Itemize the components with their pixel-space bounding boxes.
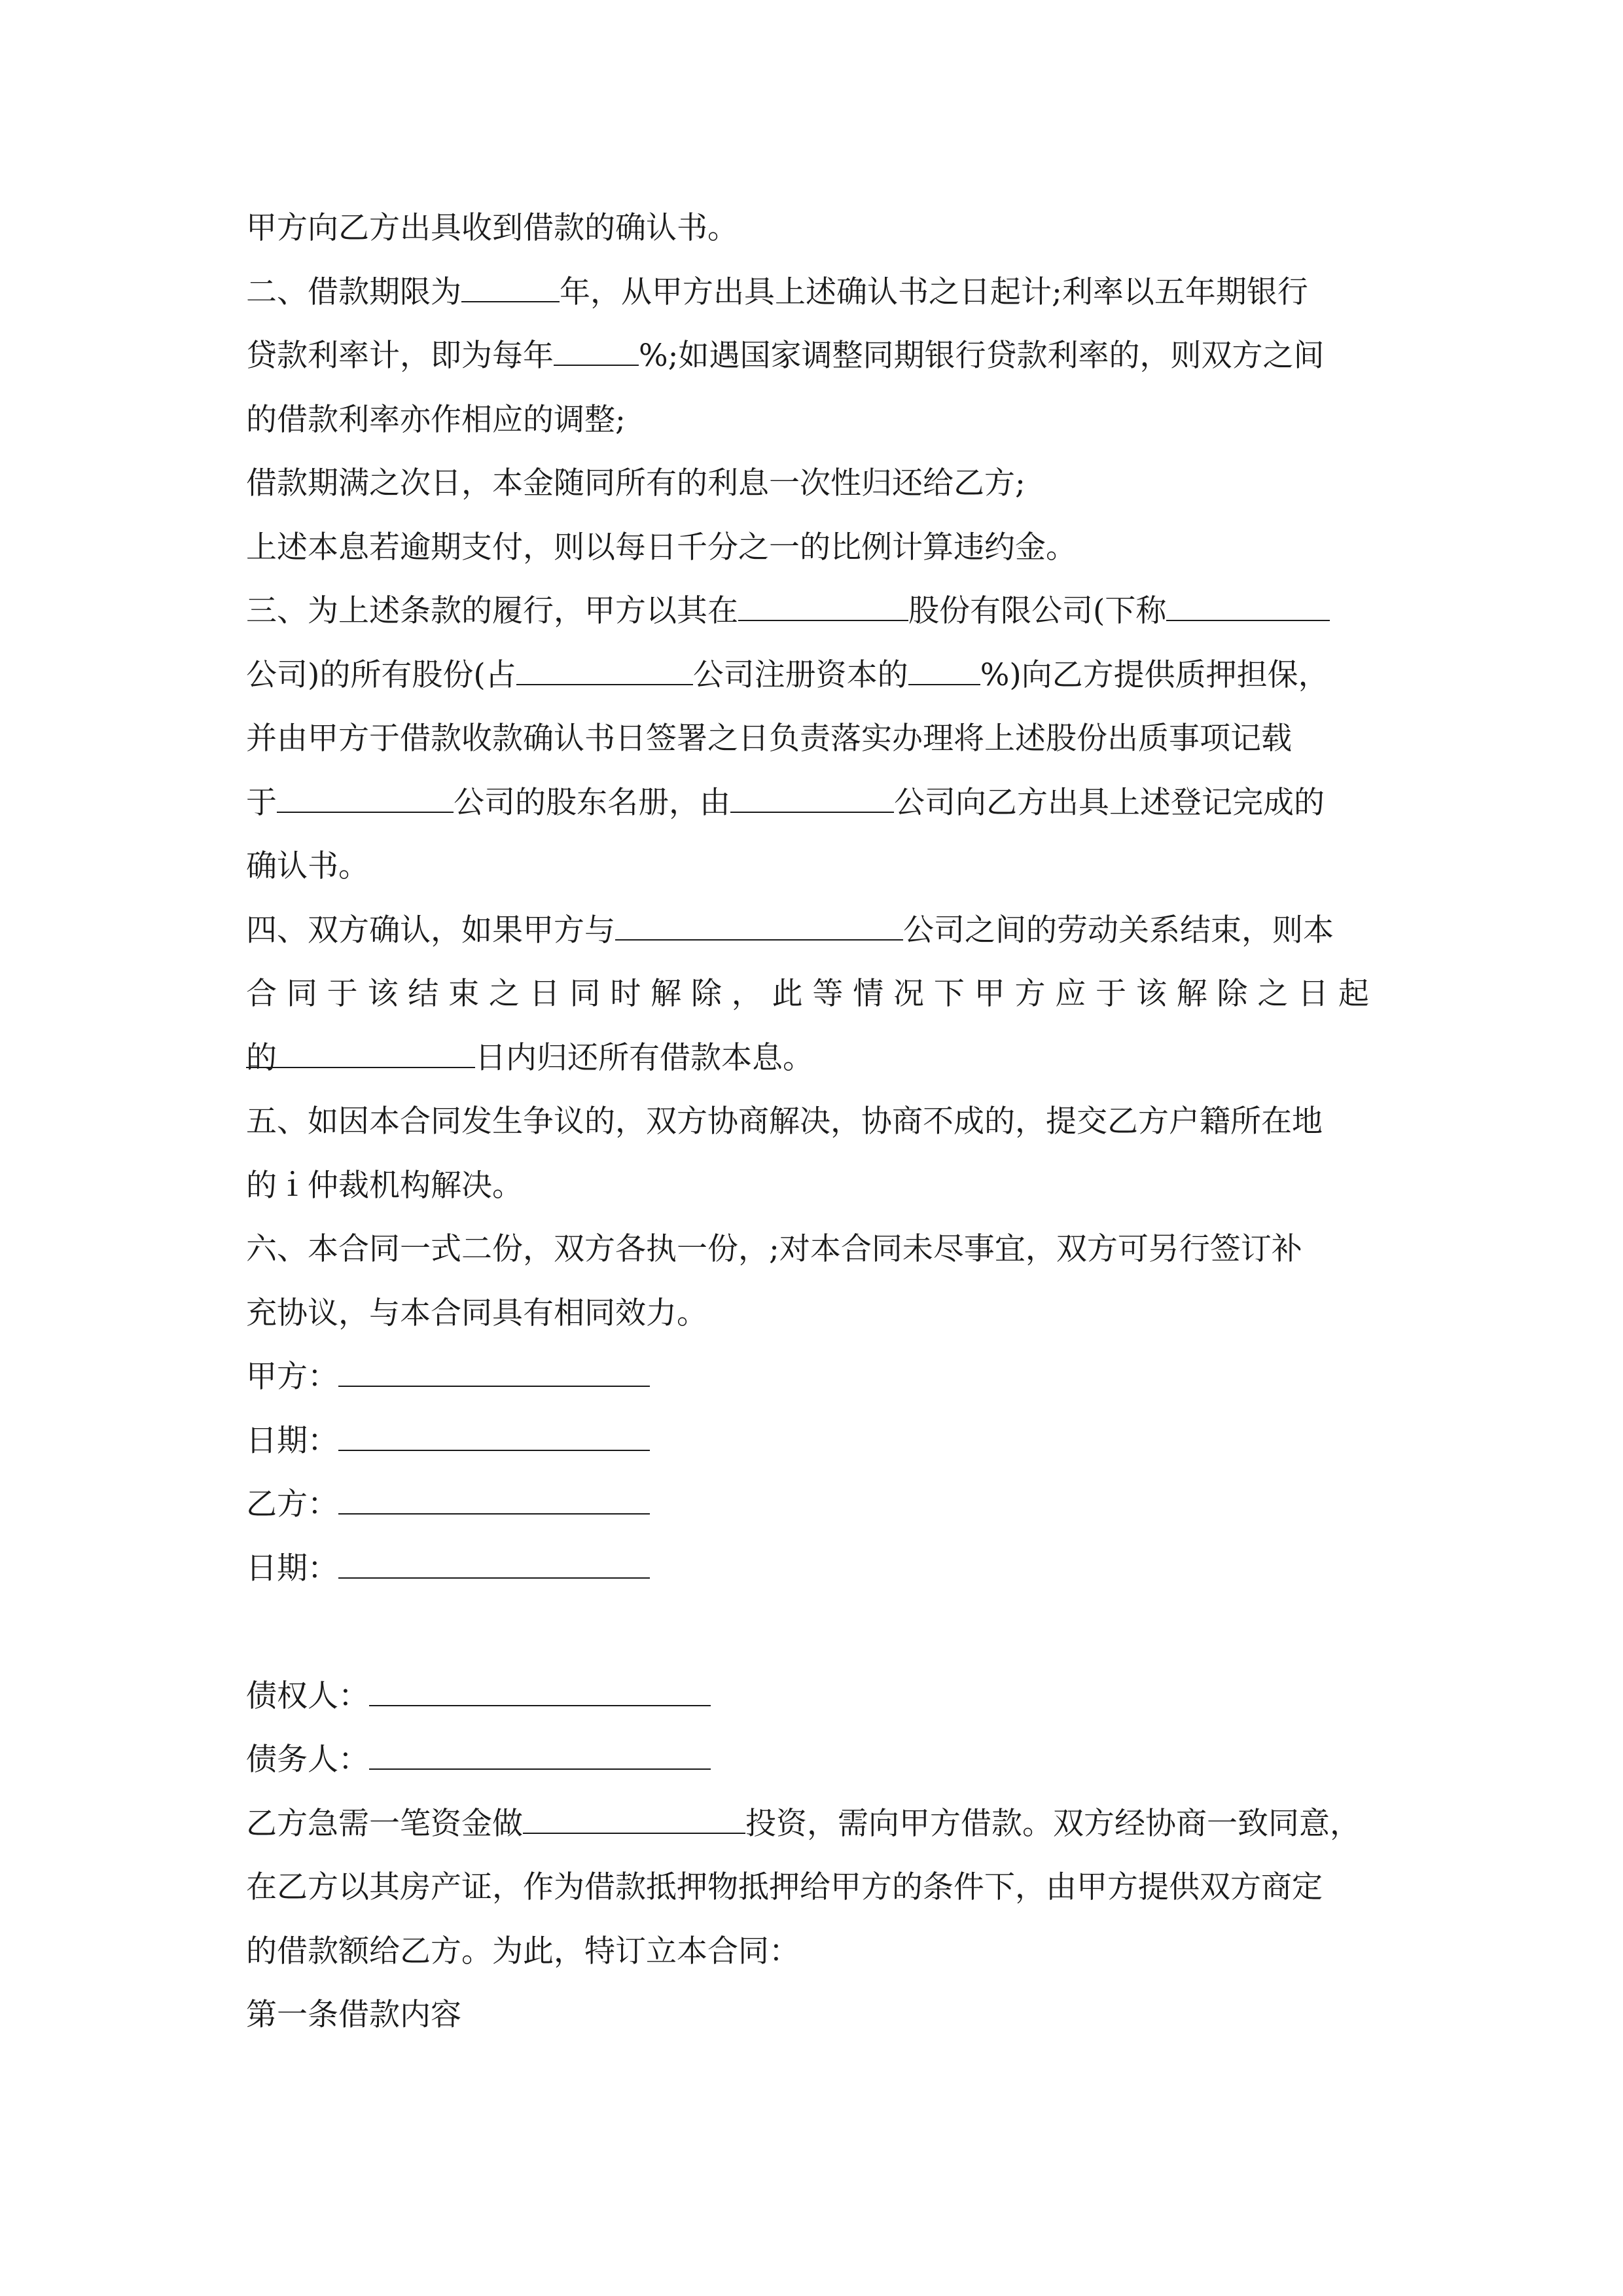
- text-line: [246, 1090, 1378, 1154]
- paragraph-text: 六、本合同一式二份，双方各执一份，;对本合同未尽事宜，双方可另行签订补: [246, 1231, 1302, 1267]
- paragraph-text: 的ｉ仲裁机构解决。: [246, 1167, 523, 1204]
- text-line: [246, 707, 1378, 771]
- text-line: [246, 1282, 1378, 1346]
- paragraph-text: 合同于该结束之日同时解除，此等情况下甲方应于该解除之日起的: [246, 976, 1378, 1076]
- paragraph-text: 借款期满之次日，本金随同所有的利息一次性归还给乙方;: [246, 465, 1026, 501]
- paragraph-text: %;如遇国家调整同期银行贷款利率的，则双方之间: [639, 338, 1325, 374]
- debtor-field[interactable]: [369, 1744, 711, 1770]
- paragraph-text: 于: [246, 784, 277, 821]
- paragraph-text: 贷款利率计，即为每年: [246, 338, 554, 374]
- fill-blank: [523, 1806, 745, 1834]
- paragraph-text: 上述本息若逾期支付，则以每日千分之一的比例计算违约金。: [246, 529, 1077, 565]
- paragraph-text: 公司之间的劳动关系结束，则本: [903, 912, 1334, 948]
- signature-field[interactable]: [338, 1488, 650, 1515]
- signature-label: 甲方：: [246, 1359, 338, 1395]
- text-line: [246, 643, 1378, 708]
- paragraph-text: 乙方急需一笔资金做: [246, 1805, 523, 1842]
- text-line: [246, 1792, 1378, 1856]
- date-field[interactable]: [338, 1425, 650, 1451]
- paragraph-text: 股份有限公司(下称: [908, 593, 1167, 629]
- paragraph-text: 并由甲方于借款收款确认书日签署之日负责落实办理将上述股份出质事项记载: [246, 721, 1292, 757]
- paragraph-text: 的借款利率亦作相应的调整;: [246, 401, 626, 438]
- signature-row-creditor: [246, 1664, 1378, 1729]
- paragraph-text: 日内归还所有借款本息。: [475, 1039, 813, 1076]
- paragraph-text: 公司的股东名册，由: [454, 784, 730, 821]
- text-line: [246, 834, 1378, 899]
- paragraph-text: 公司)的所有股份(占: [246, 656, 516, 693]
- fill-blank: [1166, 594, 1330, 621]
- text-line: [246, 452, 1378, 516]
- fill-blank: [246, 1041, 475, 1068]
- paragraph-text: 的借款额给乙方。为此，特订立本合同：: [246, 1933, 800, 1969]
- paragraph-text: 公司向乙方出具上述登记完成的: [894, 784, 1325, 821]
- text-line: [246, 260, 1378, 325]
- text-line: [246, 1154, 1378, 1218]
- signature-row-party-b: [246, 1473, 1378, 1537]
- paragraph-text: 年，从甲方出具上述确认书之日起计;利率以五年期银行: [560, 274, 1308, 310]
- contract-body: [246, 196, 1378, 2047]
- paragraph-text: 甲方向乙方出具收到借款的确认书。: [246, 210, 738, 246]
- date-field[interactable]: [338, 1552, 650, 1579]
- text-line: [246, 1856, 1378, 1920]
- section-gap: [246, 1600, 1378, 1664]
- text-line: [246, 771, 1378, 835]
- signature-label: 债权人：: [246, 1677, 369, 1714]
- paragraph-text: 第一条借款内容: [246, 1997, 461, 2033]
- creditor-field[interactable]: [369, 1680, 711, 1706]
- paragraph-text: %)向乙方提供质押担保，: [980, 656, 1329, 693]
- paragraph-text: 确认书。: [246, 848, 369, 884]
- fill-blank: [908, 658, 980, 685]
- signature-field[interactable]: [338, 1361, 650, 1387]
- text-line: [246, 388, 1378, 452]
- fill-blank: [738, 594, 908, 621]
- signature-label: 债务人：: [246, 1742, 369, 1778]
- signature-label: 乙方：: [246, 1486, 338, 1522]
- paragraph-text: 二、借款期限为: [246, 274, 461, 310]
- article-heading: [246, 1983, 1378, 2047]
- fill-blank: [730, 785, 894, 813]
- signature-row-party-a: [246, 1345, 1378, 1409]
- paragraph-text: 公司注册资本的: [692, 656, 908, 693]
- fill-blank: [615, 913, 903, 941]
- paragraph-text: 充协议，与本合同具有相同效力。: [246, 1295, 707, 1331]
- paragraph-text: 四、双方确认，如果甲方与: [246, 912, 615, 948]
- fill-blank: [516, 658, 693, 685]
- text-line: [246, 1217, 1378, 1282]
- signature-label: 日期：: [246, 1550, 338, 1587]
- text-line: [246, 1920, 1378, 1984]
- signature-label: 日期：: [246, 1422, 338, 1459]
- text-line: [246, 1026, 1378, 1090]
- signature-row-date-1: [246, 1409, 1378, 1473]
- paragraph-text: 五、如因本合同发生争议的，双方协商解决，协商不成的，提交乙方户籍所在地: [246, 1103, 1323, 1139]
- signature-row-debtor: [246, 1728, 1378, 1792]
- paragraph-text: 三、为上述条款的履行，甲方以其在: [246, 593, 738, 629]
- fill-blank: [461, 275, 560, 302]
- fill-blank: [554, 338, 639, 366]
- text-line: [246, 579, 1378, 643]
- paragraph-text: 在乙方以其房产证，作为借款抵押物抵押给甲方的条件下，由甲方提供双方商定: [246, 1869, 1323, 1905]
- text-line: [246, 899, 1378, 963]
- text-line: [246, 196, 1378, 260]
- text-line: [246, 516, 1378, 580]
- signature-row-date-2: [246, 1537, 1378, 1601]
- text-line: [246, 324, 1378, 388]
- paragraph-text: 投资，需向甲方借款。双方经协商一致同意，: [745, 1805, 1361, 1842]
- fill-blank: [277, 785, 454, 813]
